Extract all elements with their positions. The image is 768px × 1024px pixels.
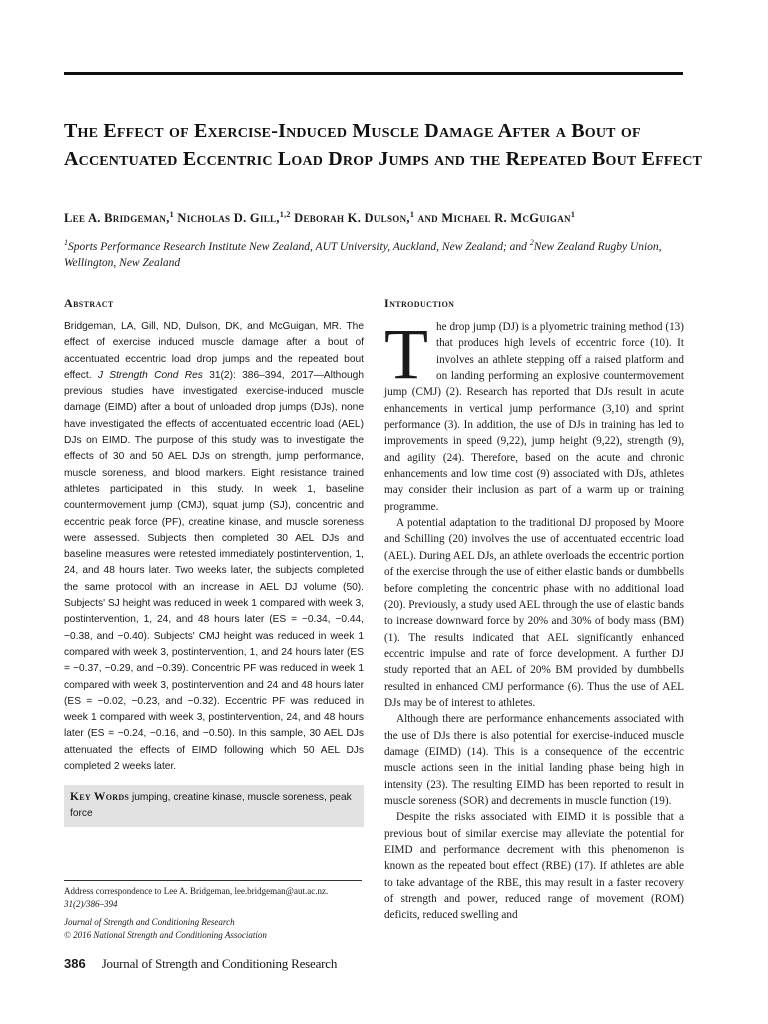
affil-text: New Zealand Rugby Union, Wellington, New Zealand: [64, 240, 662, 269]
introduction-column: [384, 296, 684, 924]
affil-sup: 1: [64, 238, 68, 247]
author-affil-sup: 1,2: [279, 210, 291, 219]
intro-paragraph: A potential adaptation to the traditional DJ proposed by Moore and Schilling (20) involves the use of accentuated eccentric load (AEL). During AEL DJs, an athlete overloads the eccentric portion of the exercise through the use of either elastic bands or dumbbells before completing the concentric phase with no additional load (20). Previously, a study used AEL through the use of elastic bands to increase downward force by 20% and 30% of body mass (BM) (1). The results indicated that AEL significantly enhanced eccentric impulse and rate of force development. A further DJ study reported that an AEL of 20% BM provided by dumbbells resulted in enhanced CMJ performance (6). Thus the use of AEL DJs may be of interest to athletes.: [384, 517, 684, 709]
abstract-body: Bridgeman, LA, Gill, ND, Dulson, DK, and McGuigan, MR. The effect of exercise induced muscle damage after a bout of accentuated eccentric load drop jumps and the repeated bout effect. J Strength Cond Res 31(2): 386–394, 2017—Although previous studies have investigated exercise-induced muscle damage (EIMD) after a bout of unloaded drop jumps (DJs), none have investigated the effects of accentuated eccentric load (AEL) DJs on EIMD. The purpose of this study was to investigate the effects of 30 and 50 AEL DJs on strength, jump performance, muscle soreness, and blood markers. Eight resistance trained athletes participated in this study. In week 1, baseline countermovement jump (CMJ), squat jump (SJ), concentric and eccentric peak force (PF), creatine kinase, and muscle soreness were assessed. Subjects then completed 30 AEL DJs and baseline measures were retested immediately postintervention, 1, 24, and 48 hours later. Two weeks later, the subjects completed the same protocol with an increase in AEL DJ volume (50). Subjects' SJ height was reduced in week 1 compared with week 3, postintervention, 1, 24, and 48 hours later (ES = −0.34, −0.44, −0.38, and −0.40). Subjects' CMJ height was reduced in week 1 compared with week 3, postintervention, 1, and 24 hours later (ES = −0.37, −0.29, and −0.39). Concentric PF was reduced in week 1 compared with week 3, postintervention and 24 and 48 hours later (ES = −0.02, −0.23, and −0.32). Eccentric PF was reduced in week 1 compared with week 3, postintervention, 24, and 48 hours later (ES = −0.24, −0.16, and −0.50). In this sample, 30 AEL DJs attenuated the effects of EIMD following which 50 AEL DJs completed 2 weeks later.: [64, 321, 364, 773]
intro-paragraph: Despite the risks associated with EIMD it is possible that a previous bout of similar exercise may alleviate the potential for EIMD and performance decrement with this phenomenon is known as the repeated bout effect (RBE) (17). If athletes are able to take advantage of the RBE, this may result in a faster recovery of strength and power, reduced range of movement (ROM) deficits, reduced swelling and: [384, 811, 684, 922]
volume-note: 31(2)/386–394: [64, 899, 118, 909]
affiliations: [64, 235, 684, 271]
author-affil-sup: 1: [570, 210, 576, 219]
author-name: Nicholas D. Gill,: [177, 211, 280, 226]
keywords-box: [64, 785, 364, 827]
author-name: Deborah K. Dulson,: [294, 211, 410, 226]
copyright-note: © 2016 National Strength and Conditioning Association: [64, 930, 267, 940]
author-list: [64, 210, 704, 226]
author-affil-sup: 1: [169, 210, 174, 219]
affil-text: Sports Performance Research Institute New Zealand, AUT University, Auckland, New Zealand; and: [68, 240, 530, 253]
abstract-column: [64, 296, 364, 827]
abstract-heading: Abstract: [64, 296, 114, 310]
intro-paragraph: Although there are performance enhancements associated with the use of DJs there is also potential for exercise-induced muscle damage (EIMD) (14). This is a consequence of the eccentric muscle actions seen in the initial landing phase being high in intensity (23). The resulting EIMD has been reported to result in muscle soreness (SOR) and decrements in muscle function (19).: [384, 713, 684, 807]
affil-sup: 2: [529, 238, 534, 247]
keywords-label: Key Words: [70, 791, 130, 804]
intro-paragraph: The drop jump (DJ) is a plyometric training method (13) that produces high levels of eccentric force (10). It involves an athlete stepping off a raised platform and on landing performing an explosive countermovement jump (CMJ) (2). Research has reported that DJs result in acute enhancements in vertical jump performance (3,10) and sprint performance (3). In addition, the use of DJs in training has led to improvements in speed (9,22), jump height (9,22), strength (9), and agility (24). Therefore, based on the acute and chronic enhancements and low time cost (9) associated with DJs, athletes may consider their inclusion as part of a warm up or training programme.: [384, 314, 684, 513]
author-name: and Michael R. McGuigan: [417, 211, 571, 226]
introduction-body: [384, 314, 684, 924]
author-name: Lee A. Bridgeman,: [64, 211, 170, 226]
correspondence-note: Address correspondence to Lee A. Bridgeman, lee.bridgeman@aut.ac.nz.: [64, 886, 329, 896]
introduction-heading: Introduction: [384, 296, 455, 310]
page-footer: [64, 956, 337, 974]
footnote-rule: [64, 880, 362, 881]
journal-name: Journal of Strength and Conditioning Research: [101, 956, 338, 971]
author-affil-sup: 1: [409, 210, 415, 219]
header-rule: [64, 72, 683, 75]
article-title: The Effect of Exercise-Induced Muscle Damage After a Bout of Accentuated Eccentric Load Drop Jumps and the Repeated Bout Effect: [64, 120, 703, 170]
drop-cap: T: [384, 314, 428, 394]
journal-citation: J Strength Cond Res: [97, 369, 203, 381]
page-number: 386: [64, 956, 86, 971]
journal-note: Journal of Strength and Conditioning Research: [64, 917, 235, 927]
footnotes: [64, 885, 364, 942]
keywords-text: jumping, creatine kinase, muscle soreness, peak force: [70, 792, 352, 820]
